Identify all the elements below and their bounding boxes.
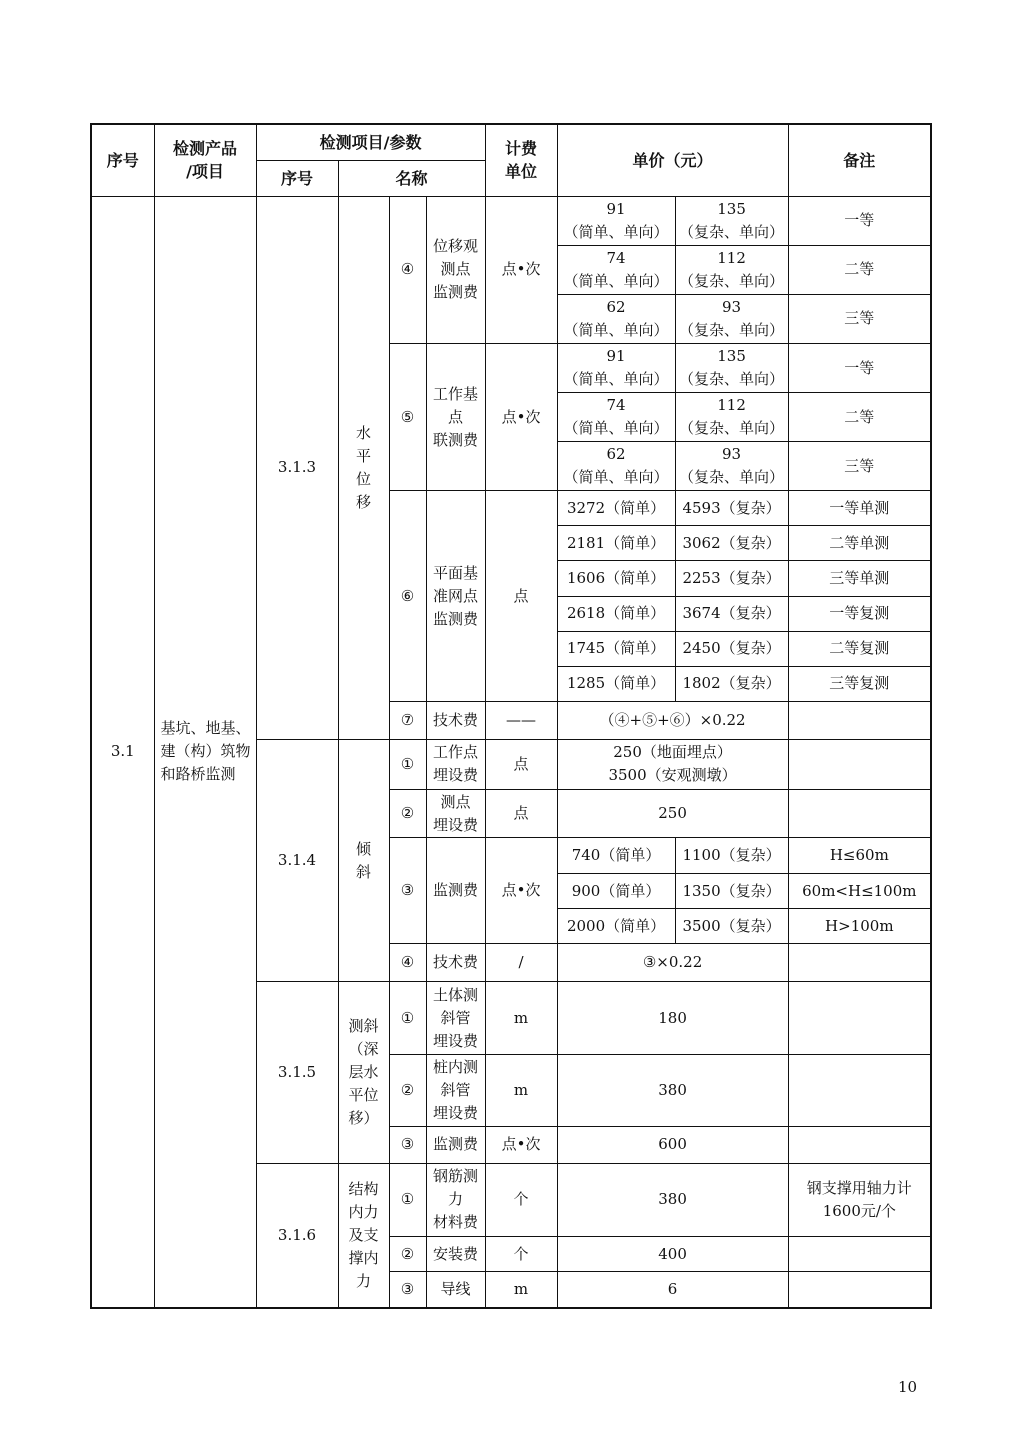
price-cell: 600	[557, 1126, 788, 1163]
item-name: 工作点 埋设费	[426, 739, 485, 789]
item-name: 土体测 斜管 埋设费	[426, 982, 485, 1054]
price-simple: 62 （简单、单向）	[557, 294, 675, 343]
price-complex: 135 （复杂、单向）	[675, 196, 788, 245]
note-cell	[788, 739, 931, 789]
price-simple: 900（简单）	[557, 874, 675, 909]
note-cell: 三等	[788, 294, 931, 343]
price-simple: 2618（简单）	[557, 596, 675, 631]
item-num: ③	[389, 838, 426, 944]
price-cell: 6	[557, 1272, 788, 1308]
item-name: 桩内测 斜管 埋设费	[426, 1054, 485, 1126]
price-cell: 180	[557, 982, 788, 1054]
header-seq: 序号	[91, 124, 154, 196]
item-unit: 个	[485, 1163, 557, 1236]
item-name: 监测费	[426, 838, 485, 944]
price-complex: 1350（复杂）	[675, 874, 788, 909]
price-simple: 74 （简单、单向）	[557, 393, 675, 442]
page-number: 10	[898, 1378, 918, 1396]
item-num: ②	[389, 1054, 426, 1126]
note-cell: 60m<H≤100m	[788, 874, 931, 909]
item-unit: 点•次	[485, 343, 557, 490]
price-simple: 62 （简单、单向）	[557, 442, 675, 491]
item-num: ③	[389, 1272, 426, 1308]
price-simple: 1606（简单）	[557, 561, 675, 596]
note-cell: 二等	[788, 245, 931, 294]
group-seq: 3.1	[91, 196, 154, 1308]
item-num: ⑦	[389, 701, 426, 739]
item-num: ②	[389, 1237, 426, 1272]
header-unit: 计费 单位	[485, 124, 557, 196]
price-formula: ③×0.22	[557, 944, 788, 982]
note-cell	[788, 1126, 931, 1163]
item-name: 位移观 测点 监测费	[426, 196, 485, 343]
item-num: ①	[389, 739, 426, 789]
item-num: ④	[389, 196, 426, 343]
category-314: 倾 斜	[338, 739, 389, 982]
item-unit: 点	[485, 491, 557, 701]
item-name: 技术费	[426, 944, 485, 982]
item-name: 平面基 准网点 监测费	[426, 491, 485, 701]
note-cell: 三等复测	[788, 666, 931, 701]
item-name: 技术费	[426, 701, 485, 739]
header-params: 检测项目/参数	[256, 124, 485, 160]
note-cell: 二等单测	[788, 526, 931, 561]
price-complex: 93 （复杂、单向）	[675, 294, 788, 343]
item-unit: m	[485, 1272, 557, 1308]
header-name: 名称	[338, 160, 485, 196]
item-name: 监测费	[426, 1126, 485, 1163]
price-cell: 380	[557, 1163, 788, 1236]
note-cell	[788, 701, 931, 739]
header-product: 检测产品 /项目	[154, 124, 256, 196]
fee-table	[90, 123, 932, 1309]
note-cell: 三等	[788, 442, 931, 491]
item-unit: 个	[485, 1237, 557, 1272]
note-cell: 一等	[788, 196, 931, 245]
note-cell: 三等单测	[788, 561, 931, 596]
price-simple: 2000（简单）	[557, 909, 675, 944]
price-complex: 3500（复杂）	[675, 909, 788, 944]
section-seq-314: 3.1.4	[256, 739, 338, 982]
section-seq-313: 3.1.3	[256, 196, 338, 739]
price-simple: 3272（简单）	[557, 491, 675, 526]
note-cell: 一等复测	[788, 596, 931, 631]
item-num: ⑤	[389, 343, 426, 490]
price-complex: 112 （复杂、单向）	[675, 393, 788, 442]
item-unit: 点	[485, 739, 557, 789]
note-cell: 一等	[788, 343, 931, 392]
price-cell: 250	[557, 790, 788, 838]
header-price: 单价（元）	[557, 124, 788, 196]
price-complex: 1802（复杂）	[675, 666, 788, 701]
price-complex: 135 （复杂、单向）	[675, 343, 788, 392]
item-unit: ——	[485, 701, 557, 739]
item-unit: /	[485, 944, 557, 982]
price-cell: 250（地面埋点） 3500（安观测墩）	[557, 739, 788, 789]
price-complex: 112 （复杂、单向）	[675, 245, 788, 294]
header-note: 备注	[788, 124, 931, 196]
price-simple: 1285（简单）	[557, 666, 675, 701]
item-num: ⑥	[389, 491, 426, 701]
item-unit: 点	[485, 790, 557, 838]
header-sub-seq: 序号	[256, 160, 338, 196]
price-simple: 2181（简单）	[557, 526, 675, 561]
item-num: ②	[389, 790, 426, 838]
item-num: ④	[389, 944, 426, 982]
price-simple: 1745（简单）	[557, 631, 675, 666]
item-unit: m	[485, 1054, 557, 1126]
price-cell: 400	[557, 1237, 788, 1272]
note-cell: H>100m	[788, 909, 931, 944]
price-cell: 380	[557, 1054, 788, 1126]
item-name: 导线	[426, 1272, 485, 1308]
note-cell: 一等单测	[788, 491, 931, 526]
note-cell: 二等复测	[788, 631, 931, 666]
price-complex: 1100（复杂）	[675, 838, 788, 874]
note-cell	[788, 1237, 931, 1272]
note-cell	[788, 790, 931, 838]
note-cell: H≤60m	[788, 838, 931, 874]
price-formula: （④+⑤+⑥）×0.22	[557, 701, 788, 739]
note-cell	[788, 1054, 931, 1126]
price-complex: 2253（复杂）	[675, 561, 788, 596]
item-num: ③	[389, 1126, 426, 1163]
group-product: 基坑、地基、建（构）筑物和路桥监测	[154, 196, 256, 1308]
category-316: 结构 内力 及支 撑内 力	[338, 1163, 389, 1308]
category-315: 测斜 （深 层水 平位 移）	[338, 982, 389, 1163]
note-cell	[788, 1272, 931, 1308]
price-simple: 740（简单）	[557, 838, 675, 874]
section-seq-316: 3.1.6	[256, 1163, 338, 1308]
item-unit: 点•次	[485, 196, 557, 343]
price-complex: 2450（复杂）	[675, 631, 788, 666]
item-name: 工作基 点 联测费	[426, 343, 485, 490]
note-cell: 二等	[788, 393, 931, 442]
price-complex: 3062（复杂）	[675, 526, 788, 561]
section-seq-315: 3.1.5	[256, 982, 338, 1163]
item-unit: m	[485, 982, 557, 1054]
item-num: ①	[389, 982, 426, 1054]
price-complex: 93 （复杂、单向）	[675, 442, 788, 491]
price-simple: 91 （简单、单向）	[557, 343, 675, 392]
note-cell	[788, 982, 931, 1054]
item-name: 安装费	[426, 1237, 485, 1272]
category-313: 水 平 位 移	[338, 196, 389, 739]
item-name: 测点 埋设费	[426, 790, 485, 838]
price-complex: 4593（复杂）	[675, 491, 788, 526]
item-num: ①	[389, 1163, 426, 1236]
note-cell: 钢支撑用轴力计 1600元/个	[788, 1163, 931, 1236]
item-name: 钢筋测 力 材料费	[426, 1163, 485, 1236]
item-unit: 点•次	[485, 838, 557, 944]
item-unit: 点•次	[485, 1126, 557, 1163]
note-cell	[788, 944, 931, 982]
price-simple: 74 （简单、单向）	[557, 245, 675, 294]
price-simple: 91 （简单、单向）	[557, 196, 675, 245]
price-complex: 3674（复杂）	[675, 596, 788, 631]
